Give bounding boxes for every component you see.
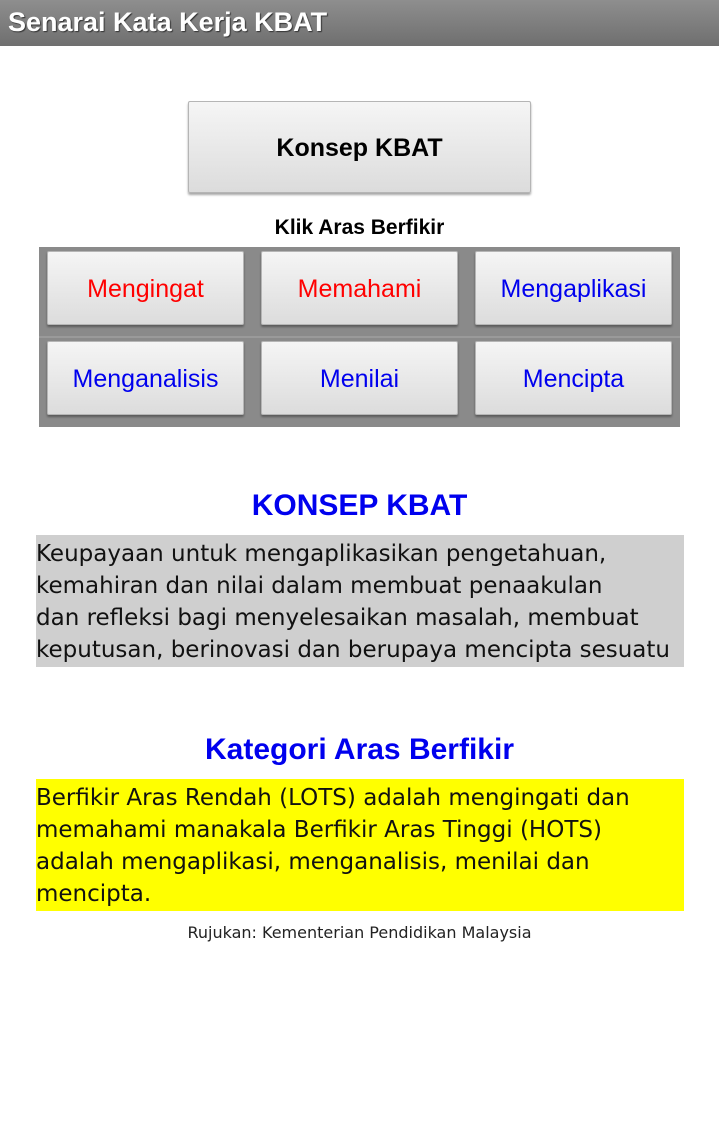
konsep-kbat-button[interactable]: Konsep KBAT xyxy=(188,101,531,193)
konsep-line: keputusan, berinovasi dan berupaya mencipta sesuatu xyxy=(36,637,670,663)
konsep-line: dan refleksi bagi menyelesaikan masalah, membuat xyxy=(36,605,639,631)
kategori-line: Berfikir Aras Rendah (LOTS) adalah mengingati dan xyxy=(36,785,630,811)
reference-text: Rujukan: Kementerian Pendidikan Malaysia xyxy=(187,923,532,942)
levels-prompt: Klik Aras Berfikir xyxy=(274,216,445,239)
level-button-mengaplikasi[interactable]: Mengaplikasi xyxy=(475,251,672,325)
level-button-mencipta[interactable]: Mencipta xyxy=(475,341,672,415)
kategori-heading: Kategori Aras Berfikir xyxy=(205,733,514,766)
konsep-description xyxy=(36,535,684,667)
level-button-menilai[interactable]: Menilai xyxy=(261,341,458,415)
app-title: Senarai Kata Kerja KBAT xyxy=(8,7,328,37)
level-button-menganalisis[interactable]: Menganalisis xyxy=(47,341,244,415)
level-button-mengingat[interactable]: Mengingat xyxy=(47,251,244,325)
kategori-line: adalah mengaplikasi, menganalisis, menilai dan xyxy=(36,849,590,875)
grid-divider xyxy=(39,336,680,338)
konsep-line: Keupayaan untuk mengaplikasikan pengetahuan, xyxy=(36,541,607,567)
title-bar xyxy=(0,0,719,46)
level-button-memahami[interactable]: Memahami xyxy=(261,251,458,325)
konsep-line: kemahiran dan nilai dalam membuat penaakulan xyxy=(36,573,603,599)
kategori-line: memahami manakala Berfikir Aras Tinggi (HOTS) xyxy=(36,817,602,843)
konsep-heading: KONSEP KBAT xyxy=(251,489,468,522)
thinking-levels-grid xyxy=(39,247,680,427)
kategori-line: mencipta. xyxy=(36,881,152,907)
kategori-description xyxy=(36,779,684,911)
